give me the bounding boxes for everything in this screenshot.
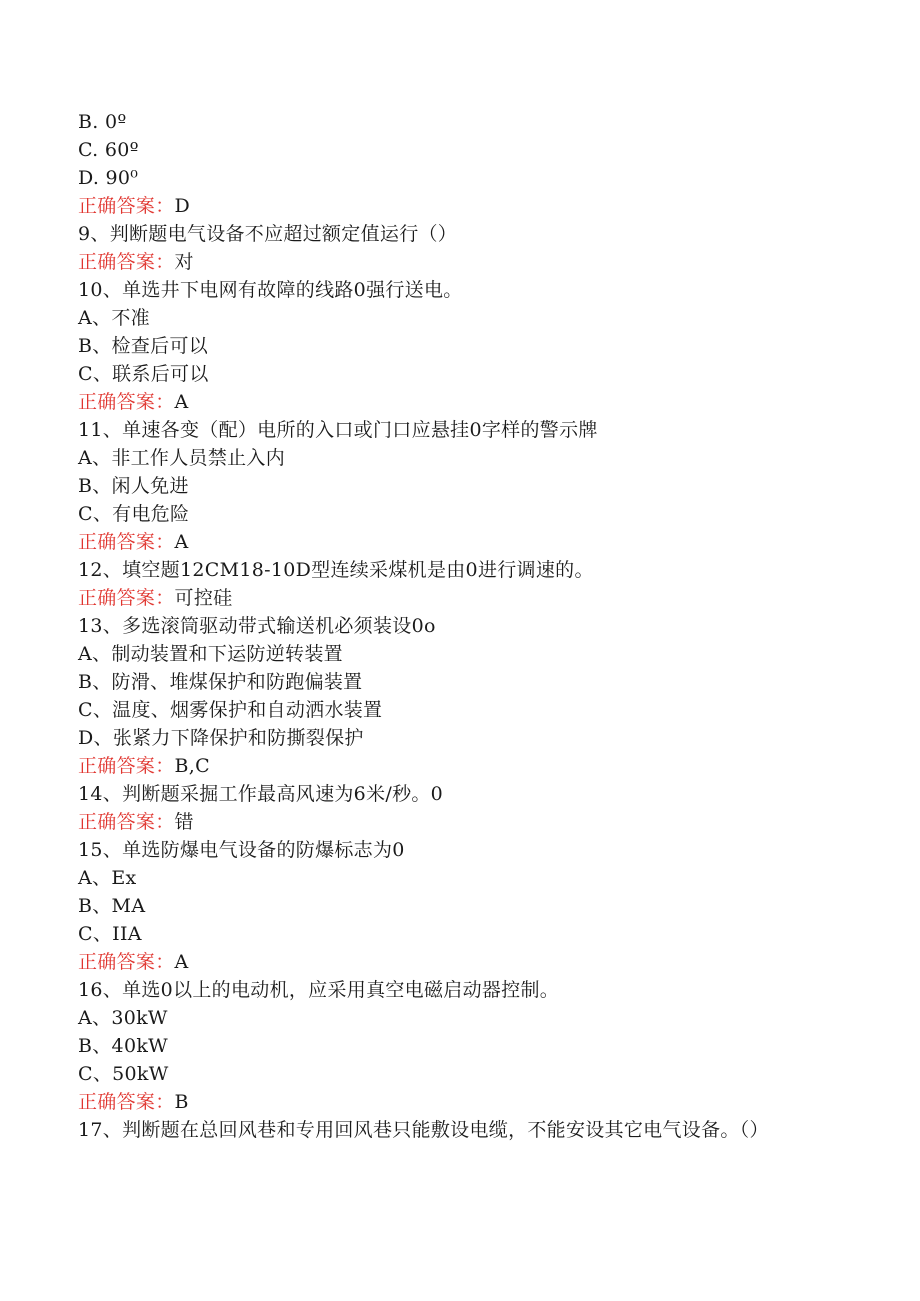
answer-value: 可控硅 (174, 587, 233, 609)
answer-value: 错 (174, 811, 194, 833)
answer-line (78, 1088, 838, 1116)
question-text: 16、单选0以上的电动机，应采用真空电磁启动器控制。 (78, 979, 560, 1001)
answer-value: A (174, 951, 189, 973)
option-text: B. 0º (78, 111, 127, 133)
question-text: 12、填空题12CM18-10D型连续采煤机是由0进行调速的。 (78, 559, 594, 581)
answer-line (78, 388, 838, 416)
question-text: 10、单选井下电网有故障的线路0强行送电。 (78, 279, 463, 301)
answer-label: 正确答案： (78, 587, 175, 609)
answer-line (78, 752, 838, 780)
answer-label: 正确答案： (78, 755, 175, 777)
answer-label: 正确答案： (78, 1091, 175, 1113)
answer-label: 正确答案： (78, 391, 175, 413)
answer-label: 正确答案： (78, 195, 175, 217)
answer-value: 对 (174, 251, 194, 273)
option-text: B、40kW (78, 1035, 168, 1057)
option-text: C、IIA (78, 923, 142, 945)
answer-value: A (174, 391, 189, 413)
document-body (78, 108, 838, 1144)
question-text: 14、判断题采掘工作最高风速为6米/秒。0 (78, 783, 444, 805)
option-text: B、检查后可以 (78, 335, 209, 357)
option-text: A、Ex (78, 867, 137, 889)
answer-value: D (174, 195, 191, 217)
option-text: D. 90⁰ (78, 167, 139, 189)
question-text: 9、判断题电气设备不应超过额定值运行（） (78, 223, 458, 245)
option-text: C、联系后可以 (78, 363, 209, 385)
answer-value: B (174, 1091, 189, 1113)
answer-value: B,C (174, 755, 210, 777)
answer-label: 正确答案： (78, 951, 175, 973)
option-text: B、闲人免进 (78, 475, 189, 497)
answer-label: 正确答案： (78, 531, 175, 553)
answer-line (78, 248, 838, 276)
option-text: C、温度、烟雾保护和自动洒水装置 (78, 699, 383, 721)
option-text: A、制动装置和下运防逆转装置 (78, 643, 343, 665)
option-text: B、MA (78, 895, 146, 917)
question-text: 13、多选滚筒驱动带式输送机必须装设0o (78, 615, 436, 637)
option-text: C、50kW (78, 1063, 169, 1085)
answer-line (78, 192, 838, 220)
option-text: A、不准 (78, 307, 150, 329)
option-text: C. 60º (78, 139, 139, 161)
option-text: B、防滑、堆煤保护和防跑偏装置 (78, 671, 363, 693)
answer-line (78, 808, 838, 836)
question-text: 11、单速各变（配）电所的入口或门口应悬挂0字样的警示牌 (78, 419, 598, 441)
option-text: D、张紧力下降保护和防撕裂保护 (78, 727, 364, 749)
question-text: 17、判断题在总回风巷和专用回风巷只能敷设电缆，不能安设其它电气设备。（） (78, 1119, 769, 1141)
option-text: A、30kW (78, 1007, 168, 1029)
option-text: A、非工作人员禁止入内 (78, 447, 286, 469)
answer-label: 正确答案： (78, 251, 175, 273)
answer-line (78, 584, 838, 612)
option-text: C、有电危险 (78, 503, 190, 525)
answer-value: A (174, 531, 189, 553)
question-text: 15、单选防爆电气设备的防爆标志为0 (78, 839, 405, 861)
answer-line (78, 948, 838, 976)
answer-line (78, 528, 838, 556)
answer-label: 正确答案： (78, 811, 175, 833)
